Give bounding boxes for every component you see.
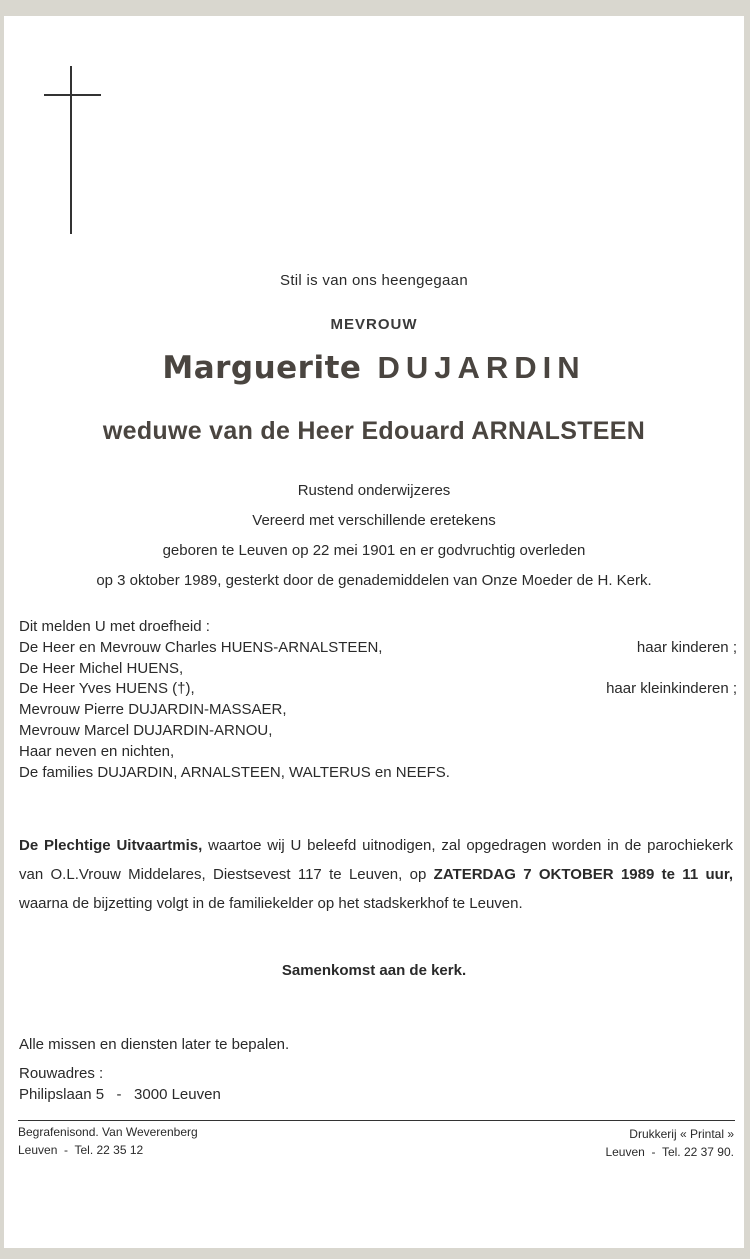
mourner-name: Mevrouw Marcel DUJARDIN-ARNOU, [19, 721, 273, 739]
mourner-name: De families DUJARDIN, ARNALSTEEN, WALTERUS en NEEFS. [19, 763, 450, 781]
footer-left [18, 1123, 198, 1159]
widow-line: weduwe van de Heer Edouard ARNALSTEEN [102, 417, 646, 445]
list-item [19, 700, 737, 721]
cross-icon-bar [44, 94, 101, 96]
printer-name: Drukkerij « Printal » [629, 1127, 734, 1141]
funeral-director: Begrafenisond. Van Weverenberg [18, 1125, 198, 1139]
mourner-name: Mevrouw Pierre DUJARDIN-MASSAER, [19, 701, 287, 719]
footer-divider [18, 1120, 735, 1121]
mourner-name: De Heer en Mevrouw Charles HUENS-ARNALSTEEN, [19, 638, 383, 656]
mourner-name: De Heer Yves HUENS (†), [19, 680, 195, 698]
ceremony-text: waartoe wij U beleefd uitnodigen, zal opgedragen worden in de parochiekerk van O.L.Vrouw Middelares, Diestsevest 117 te Leuven, op [19, 837, 733, 883]
mentions-heading: Dit melden U met droefheid : [19, 618, 210, 635]
list-item [19, 659, 737, 680]
list-item [19, 742, 737, 763]
ceremony-text-end: waarna de bijzetting volgt in de familiekelder op het stadskerkhof te Leuven. [19, 895, 523, 912]
mentions-block [19, 617, 737, 783]
gathering-note: Samenkomst aan de kerk. [281, 962, 467, 979]
detail-line: Vereerd met verschillende eretekens [252, 512, 496, 529]
list-item [19, 638, 737, 659]
cross-icon [70, 66, 72, 234]
obituary-card [4, 16, 744, 1248]
detail-line: Rustend onderwijzeres [297, 482, 451, 499]
address-label: Rouwadres : [19, 1065, 104, 1082]
address: Philipslaan 5 - 3000 Leuven [19, 1086, 221, 1103]
ceremony-paragraph [19, 831, 733, 918]
mourner-name: De Heer Michel HUENS, [19, 659, 184, 677]
ceremony-lead: De Plechtige Uitvaartmis, [19, 837, 203, 854]
printer-phone: Leuven - Tel. 22 37 90. [605, 1145, 734, 1159]
list-item [19, 679, 737, 700]
mourner-relation: haar kinderen ; [636, 638, 737, 656]
first-name: Marguerite [162, 350, 362, 386]
mourner-relation: haar kleinkinderen ; [606, 680, 737, 698]
detail-line: op 3 oktober 1989, gesterkt door de genademiddelen van Onze Moeder de H. Kerk. [96, 572, 652, 589]
list-item [19, 721, 737, 742]
deceased-name [4, 350, 744, 386]
intro-line: Stil is van ons heengegaan [280, 272, 468, 289]
detail-line: geboren te Leuven op 22 mei 1901 en er godvruchtig overleden [162, 542, 586, 559]
last-name: DUJARDIN [377, 350, 586, 385]
mourner-name: Haar neven en nichten, [19, 742, 175, 760]
masses-note: Alle missen en diensten later te bepalen. [19, 1036, 290, 1053]
funeral-director-phone: Leuven - Tel. 22 35 12 [18, 1143, 144, 1157]
ceremony-date: ZATERDAG 7 OKTOBER 1989 te 11 uur, [433, 866, 733, 883]
title-prefix: MEVROUW [330, 316, 418, 333]
list-item [19, 763, 737, 784]
footer-right [605, 1125, 734, 1161]
